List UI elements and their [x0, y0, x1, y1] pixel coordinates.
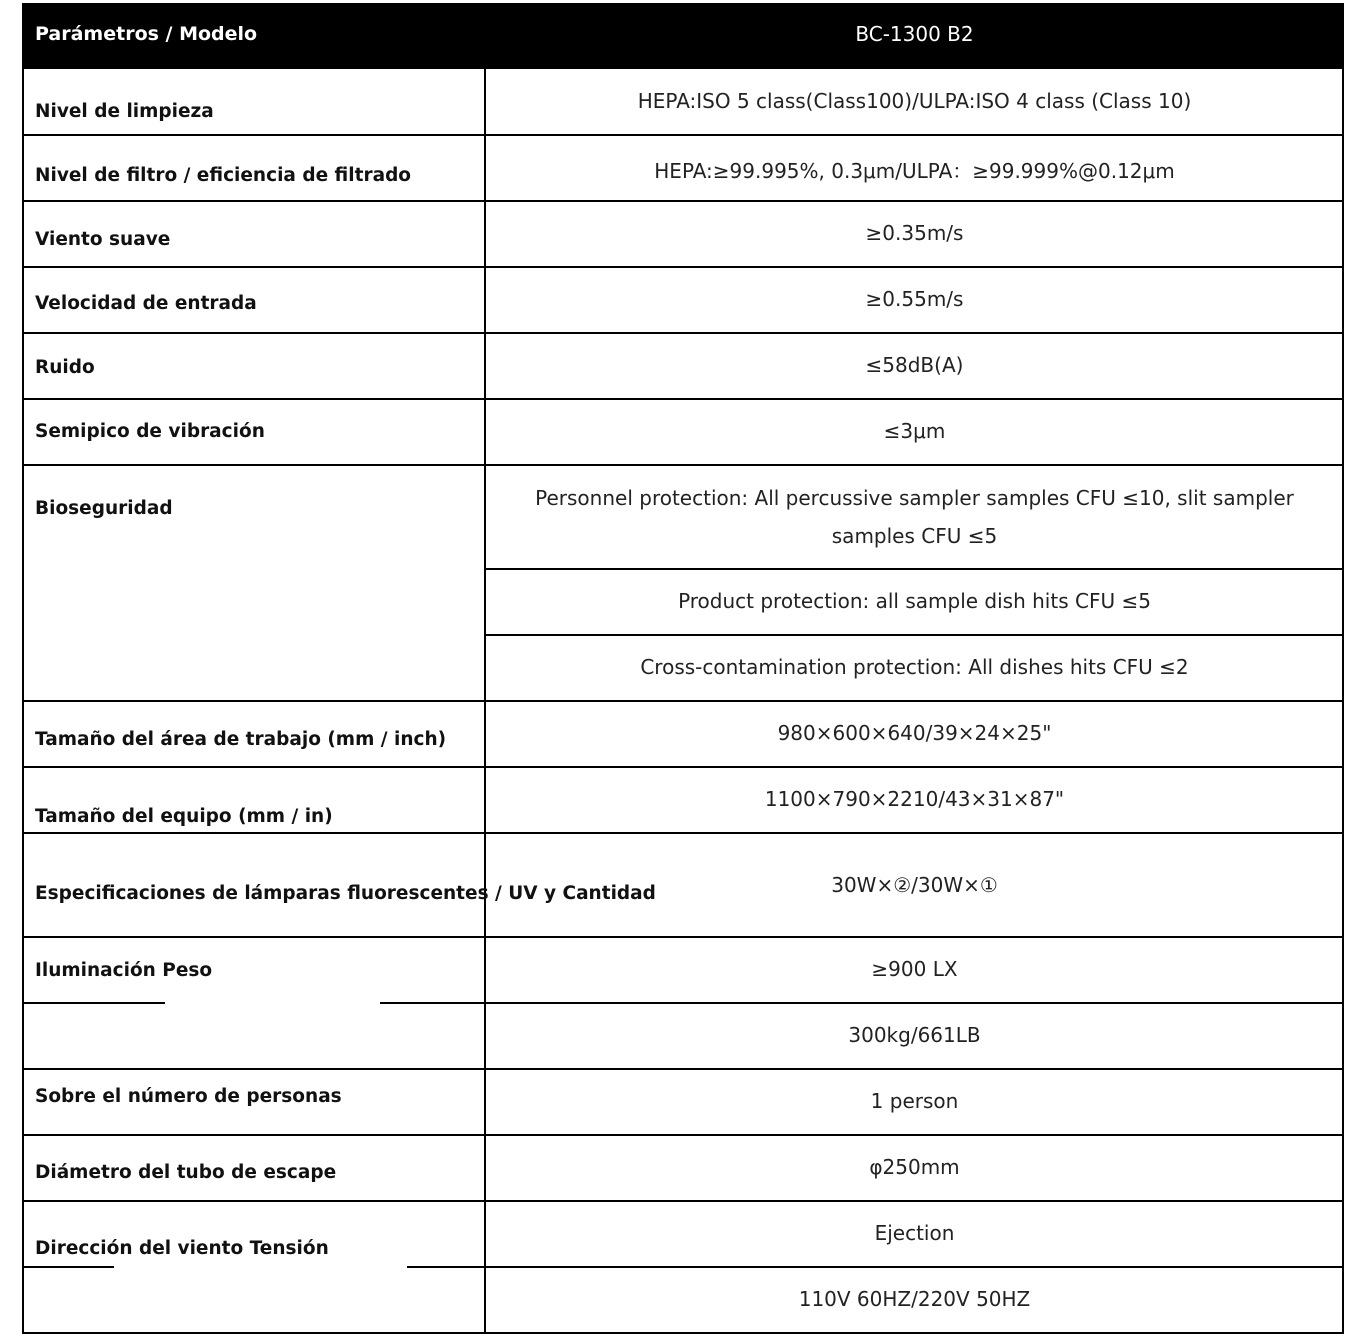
row-divider: [22, 332, 1344, 334]
label-exhaust-diameter: Diámetro del tubo de escape: [35, 1162, 337, 1183]
row-divider-partial: [22, 1002, 165, 1004]
label-equipment-size: Tamaño del equipo (mm / in): [35, 806, 333, 827]
spec-table: [22, 3, 1344, 1334]
row-divider: [22, 1134, 1344, 1136]
label-filter-efficiency: Nivel de filtro / eficiencia de filtrado: [35, 165, 412, 186]
label-noise: Ruido: [35, 357, 95, 378]
row-divider: [22, 1200, 1344, 1202]
label-vibration: Semipico de vibración: [35, 421, 265, 442]
row-divider: [22, 200, 1344, 202]
value-filter-efficiency: HEPA:≥99.995%, 0.3μm/ULPA：≥99.999%@0.12μm: [654, 159, 1175, 183]
label-wind-direction-voltage: Dirección del viento Tensión: [35, 1238, 329, 1259]
label-persons: Sobre el número de personas: [35, 1086, 342, 1107]
row-divider-partial: [380, 1002, 1344, 1004]
label-work-area-size: Tamaño del área de trabajo (mm / inch): [35, 729, 447, 750]
row-divider-partial: [407, 1266, 1344, 1268]
value-product-protection: Product protection: all sample dish hits CFU ≤5: [678, 589, 1151, 613]
value-work-area-size: 980×600×640/39×24×25": [777, 721, 1052, 745]
row-divider-partial: [22, 1266, 114, 1268]
row-divider: [22, 134, 1344, 136]
value-vibration: ≤3μm: [883, 419, 946, 443]
row-divider: [22, 266, 1344, 268]
row-divider: [22, 1068, 1344, 1070]
value-lamp-specs: 30W×②/30W×①: [831, 873, 998, 897]
value-inlet-velocity: ≥0.55m/s: [865, 287, 964, 311]
row-divider: [22, 936, 1344, 938]
table-header: [22, 3, 1344, 69]
header-param-label: Parámetros / Modelo: [35, 23, 258, 45]
value-cleanliness: HEPA:ISO 5 class(Class100)/ULPA:ISO 4 class (Class 10): [637, 89, 1192, 113]
value-personnel-protection: Personnel protection: All percussive sampler samples CFU ≤10, slit sampler samples CFU ≤5: [535, 486, 1294, 548]
label-biosafety: Bioseguridad: [35, 498, 173, 519]
label-lamp-specs: Especificaciones de lámparas fluorescentes / UV y Cantidad: [35, 883, 656, 904]
row-divider: [22, 398, 1344, 400]
label-cleanliness: Nivel de limpieza: [35, 101, 214, 122]
value-soft-wind: ≥0.35m/s: [865, 221, 964, 245]
value-cross-contamination: Cross-contamination protection: All dishes hits CFU ≤2: [640, 655, 1189, 679]
value-equipment-size: 1100×790×2210/43×31×87": [764, 787, 1065, 811]
label-inlet-velocity: Velocidad de entrada: [35, 293, 257, 314]
row-divider: [22, 464, 1344, 466]
value-exhaust-diameter: φ250mm: [869, 1155, 960, 1179]
value-persons: 1 person: [870, 1089, 959, 1113]
value-noise: ≤58dB(A): [865, 353, 964, 377]
label-soft-wind: Viento suave: [35, 229, 171, 250]
value-illumination: ≥900 LX: [871, 957, 958, 981]
value-weight: 300kg/661LB: [848, 1023, 981, 1047]
value-voltage: 110V 60HZ/220V 50HZ: [798, 1287, 1031, 1311]
row-divider: [22, 766, 1344, 768]
table-bottom-border: [22, 1332, 1344, 1334]
label-illumination-weight: Iluminación Peso: [35, 960, 213, 981]
row-divider: [484, 568, 1344, 570]
row-divider: [484, 634, 1344, 636]
header-model: BC-1300 B2: [855, 22, 974, 46]
value-wind-direction: Ejection: [874, 1221, 955, 1245]
row-divider: [22, 700, 1344, 702]
row-divider: [22, 832, 1344, 834]
